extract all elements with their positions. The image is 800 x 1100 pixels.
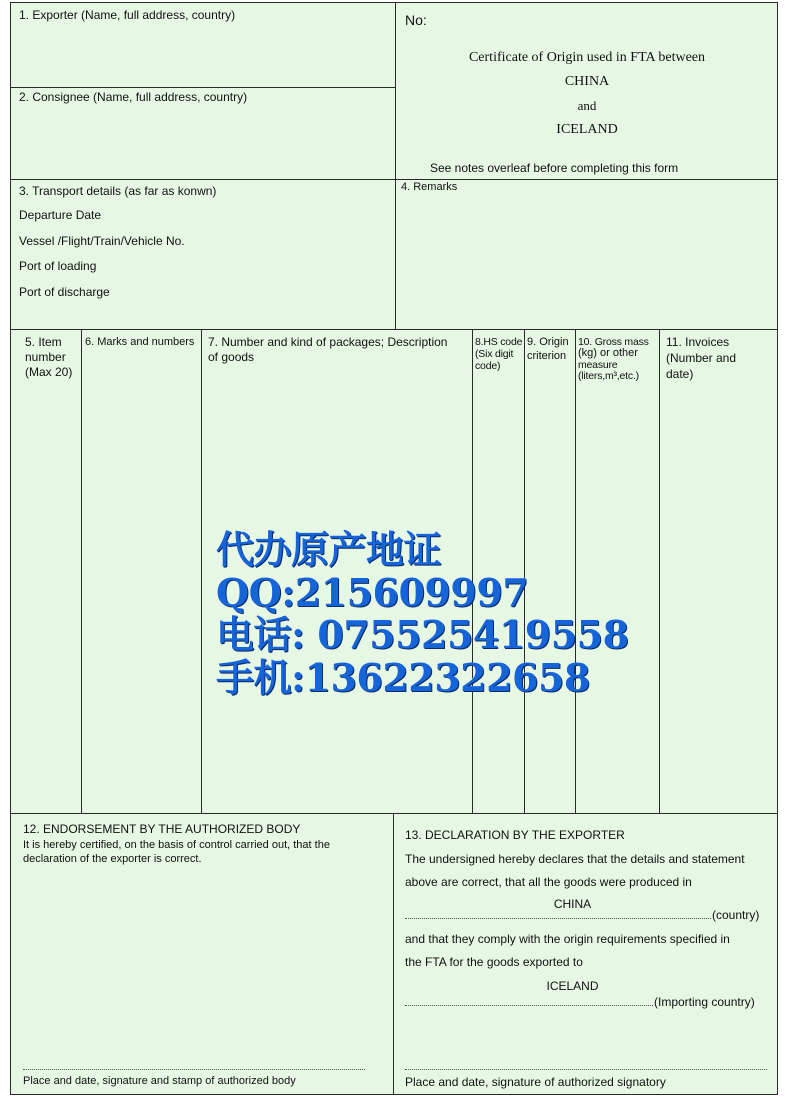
divider-top-transport <box>11 179 777 180</box>
declaration-produced-country: CHINA <box>553 897 592 911</box>
exporter-label: 1. Exporter (Name, full address, country) <box>19 8 236 22</box>
endorsement-footer: Place and date, signature and stamp of authorized body <box>23 1075 296 1087</box>
col-divider-5-6 <box>81 329 82 813</box>
watermark-line-2: QQ:215609997 <box>216 570 529 615</box>
declaration-text-line2: above are correct, that all the goods were produced in <box>405 875 692 889</box>
col-origin-criterion-l1: 9. Origin <box>527 336 569 348</box>
col-hs-code-l2: (Six digit <box>475 348 514 360</box>
divider-bottom-center <box>393 813 394 1094</box>
declaration-text-line1: The undersigned hereby declares that the details and statement <box>405 852 745 866</box>
certificate-number-label: No: <box>405 12 427 28</box>
col-invoices-l2: (Number and <box>666 351 737 365</box>
endorsement-signature-line <box>23 1069 365 1070</box>
declaration-footer: Place and date, signature of authorized signatory <box>405 1075 666 1089</box>
divider-top-center <box>395 3 396 329</box>
col-divider-9-10 <box>575 329 576 813</box>
col-hs-code-l3: code) <box>475 360 501 372</box>
importing-country: ICELAND <box>556 122 618 137</box>
col-description-l2: of goods <box>208 350 255 364</box>
watermark-line-4: 手机:13622322658 <box>216 655 590 700</box>
declaration-country-suffix: (country) <box>712 908 760 922</box>
col-origin-criterion-l2: criterion <box>527 350 567 362</box>
col-item-number-l3: (Max 20) <box>25 365 73 379</box>
col-gross-mass-l2: (kg) or other <box>578 347 638 359</box>
certificate-title: Certificate of Origin used in FTA between <box>468 50 706 65</box>
endorsement-title: 12. ENDORSEMENT BY THE AUTHORIZED BODY <box>23 822 301 836</box>
col-marks-numbers: 6. Marks and numbers <box>85 336 195 348</box>
declaration-title: 13. DECLARATION BY THE EXPORTER <box>405 828 625 842</box>
divider-goods-endorsement <box>11 813 777 814</box>
transport-label: 3. Transport details (as far as konwn) <box>19 184 217 198</box>
declaration-importing-country: ICELAND <box>546 979 599 993</box>
and-text: and <box>577 98 597 113</box>
declaration-importing-line <box>405 1005 653 1006</box>
divider-transport-goods <box>11 329 777 330</box>
divider-box1-box2 <box>11 87 395 88</box>
endorsement-text-line1: It is hereby certified, on the basis of control carried out, that the <box>23 839 330 851</box>
col-item-number-l2: number <box>25 350 66 364</box>
col-hs-code-l1: 8.HS code <box>475 336 523 348</box>
declaration-text-line4: the FTA for the goods exported to <box>405 955 583 969</box>
col-item-number-l1: 5. Item <box>25 335 62 349</box>
port-of-discharge-label: Port of discharge <box>19 285 110 299</box>
vessel-label: Vessel /Flight/Train/Vehicle No. <box>19 234 185 248</box>
endorsement-text-line2: declaration of the exporter is correct. <box>23 853 202 865</box>
declaration-country-line <box>405 918 711 919</box>
col-divider-10-11 <box>659 329 660 813</box>
col-invoices-l1: 11. Invoices <box>666 335 730 349</box>
watermark-line-3: 电话: 075525419558 <box>216 612 629 657</box>
remarks-label: 4. Remarks <box>401 181 458 193</box>
col-description-l1: 7. Number and kind of packages; Description <box>208 335 448 349</box>
departure-date-label: Departure Date <box>19 208 102 222</box>
declaration-text-line3: and that they comply with the origin requirements specified in <box>405 932 730 946</box>
port-of-loading-label: Port of loading <box>19 259 97 273</box>
declaration-signature-line <box>405 1069 767 1070</box>
exporting-country: CHINA <box>564 74 610 89</box>
col-gross-mass-l1: 10. Gross mass <box>578 336 649 348</box>
col-invoices-l3: date) <box>666 367 694 381</box>
declaration-importing-suffix: (Importing country) <box>654 995 755 1009</box>
col-divider-6-7 <box>201 329 202 813</box>
consignee-label: 2. Consignee (Name, full address, country) <box>19 90 248 104</box>
col-gross-mass-l4: (liters,m³,etc.) <box>578 370 639 382</box>
col-gross-mass-l3: measure <box>578 359 618 371</box>
watermark-line-1: 代办原产地证 <box>216 527 442 572</box>
overleaf-note: See notes overleaf before completing this form <box>430 161 679 175</box>
